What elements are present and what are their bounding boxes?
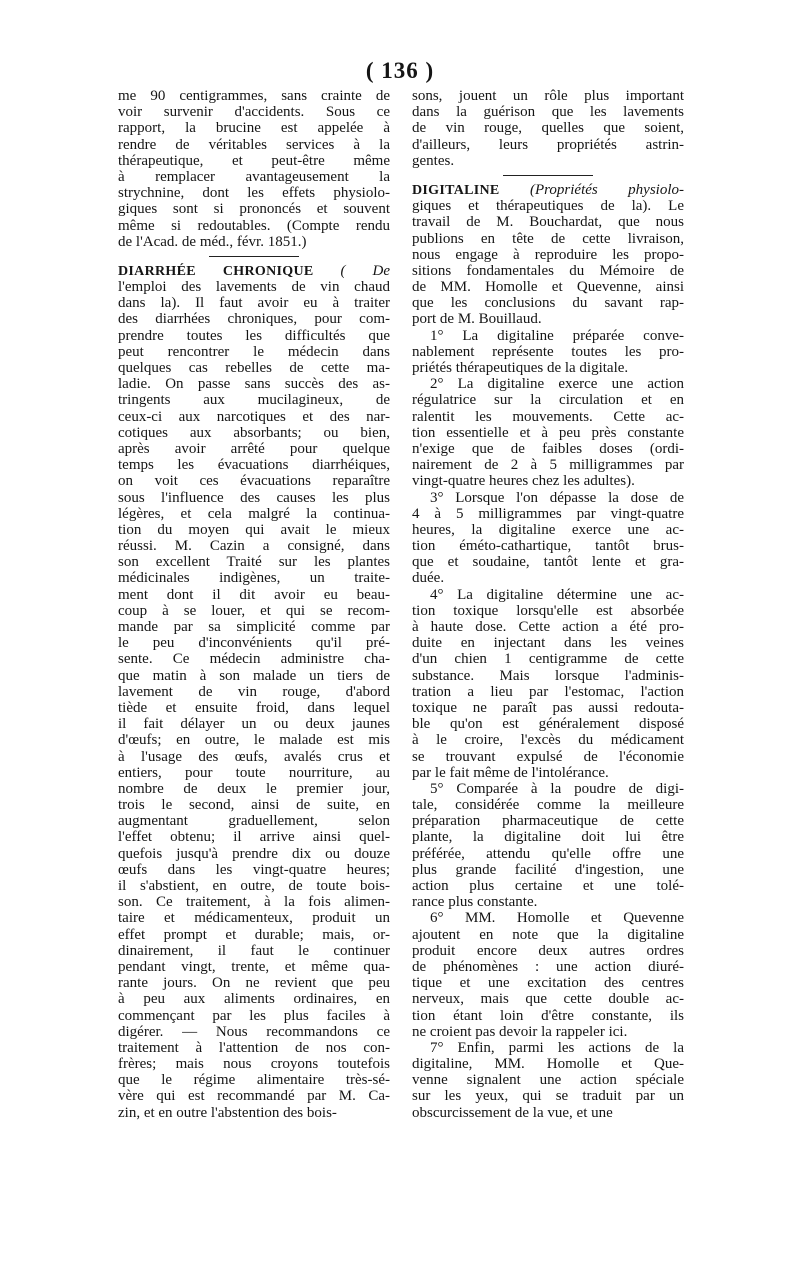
text-line: port de M. Bouillaud. xyxy=(412,311,542,328)
text-line: trois le second, ainsi de suite, en xyxy=(118,797,390,814)
text-line: giques sont si prononcés et souvent xyxy=(118,201,390,218)
text-line: strychnine, dont les effets physiolo- xyxy=(118,185,390,202)
text-line: giques et thérapeutiques de la). Le xyxy=(412,198,684,215)
text-line: l'emploi des lavements de vin chaud xyxy=(118,279,390,296)
text-line: que matin à son malade un tiers de xyxy=(118,667,390,684)
text-line: effet prompt et durable; mais, or- xyxy=(118,926,390,943)
text-line: duée. xyxy=(412,570,445,587)
text-line: nombre de deux le premier jour, xyxy=(118,780,390,797)
text-line: thérapeutique, et peut-être même xyxy=(118,152,390,169)
text-line: son excellent Traité sur les plantes xyxy=(118,554,390,571)
text-line: à le croire, l'excès du médicament xyxy=(412,732,684,749)
text-line: tringents aux mucilagineux, de xyxy=(118,392,390,409)
text-line: tration a lieu par l'estomac, l'action xyxy=(412,683,684,700)
text-line: duite en injectant dans les veines xyxy=(412,635,684,652)
text-line: il fait délayer un ou deux jaunes xyxy=(118,716,390,733)
text-line: ralentit les mouvements. Cette ac- xyxy=(412,408,684,425)
section-divider xyxy=(209,256,299,257)
text-line: l'effet obtenu; il arrive ainsi quel- xyxy=(118,829,390,846)
text-line: dinairement, il faut le continuer xyxy=(118,942,390,959)
diarrhee-paragraph-end xyxy=(412,88,684,169)
text-line: voir survenir d'accidents. Sous ce xyxy=(118,104,390,121)
proposition-6 xyxy=(412,910,684,1040)
text-line: par le fait même de l'intolérance. xyxy=(412,764,609,781)
text-line: il s'abstient, en outre, de toute bois- xyxy=(118,878,390,894)
text-line: de phénomènes : une action diuré- xyxy=(412,958,684,975)
text-line: nablement représente toutes les pro- xyxy=(412,343,684,360)
page-number: ( 136 ) xyxy=(365,58,435,83)
text-line: prendre toutes les difficultés que xyxy=(118,327,390,344)
text-line: ble qu'on est généralement disposé xyxy=(412,716,684,733)
text-line: rance plus constante. xyxy=(412,894,538,911)
text-line: nairement de 2 à 5 milligrammes par xyxy=(412,457,684,474)
text-line: réussi. M. Cazin a consigné, dans xyxy=(118,538,390,555)
text-line: taire et médicamenteux, produit un xyxy=(118,910,390,927)
text-line: frères; mais nous croyons toutefois xyxy=(118,1056,390,1073)
text-line: 1° La digitaline préparée conve- xyxy=(430,327,684,344)
text-line: substance. Mais lorsque l'adminis- xyxy=(412,667,684,684)
text-line: même si redoutables. (Compte rendu xyxy=(118,217,390,234)
text-line: à haute dose. Cette action a été pro- xyxy=(412,619,684,635)
text-line: préférée, attendu qu'elle offre une xyxy=(412,845,684,862)
text-line: quefois jusqu'à prendre dix ou douze xyxy=(118,845,390,862)
text-line: plus grande facilité d'ingestion, une xyxy=(412,861,684,878)
text-line: sur les yeux, qui se traduit par un xyxy=(412,1088,684,1105)
text-line: que et soudaine, tantôt lente et gra- xyxy=(412,554,684,571)
diarrhee-paragraph xyxy=(118,279,390,1121)
text-line: dans la). Il faut avoir eu à traiter xyxy=(118,295,390,312)
text-line: augmentant graduellement, selon xyxy=(118,813,390,830)
text-line: d'ailleurs, leurs propriétés astrin- xyxy=(412,136,684,153)
text-line: à l'usage des œufs, avalés crus et xyxy=(118,748,390,765)
text-line: tion essentielle et à peu près constante xyxy=(412,424,684,441)
text-line: quelques cas rebelles de cette ma- xyxy=(118,360,390,376)
text-line: toxique ne paraît pas aussi redouta- xyxy=(412,699,684,716)
text-line: venne signalent une action spéciale xyxy=(412,1072,684,1089)
brucine-paragraph-end xyxy=(118,88,390,250)
text-line: sitions fondamentales du Mémoire de xyxy=(412,262,684,279)
text-line: 2° La digitaline exerce une action xyxy=(430,376,684,393)
text-line: tion toxique lorsqu'elle est absorbée xyxy=(412,602,684,619)
text-line: n'exige que de faibles doses (ordi- xyxy=(412,440,684,457)
text-line: légères, et cela malgré la continua- xyxy=(118,505,390,522)
text-line: ceux-ci aux narcotiques et des nar- xyxy=(118,408,390,425)
text-line: 6° MM. Homolle et Quevenne xyxy=(430,910,684,927)
text-line: rante jours. On ne revient que peu xyxy=(118,975,390,992)
section-heading-digitaline: DIGITALINE (Propriétés physiolo- xyxy=(412,181,685,198)
text-line: mande par sa simplicité comme par xyxy=(118,619,390,635)
text-line: rapport, la brucine est appelée à xyxy=(118,120,390,137)
text-line: des diarrhées chroniques, pour com- xyxy=(118,311,390,328)
text-line: nerveux, mais que cette double ac- xyxy=(412,991,684,1008)
text-line: gentes. xyxy=(412,152,455,169)
text-line: ment dont il dit avoir eu beau- xyxy=(118,586,390,603)
text-line: commençant par les plus faciles à xyxy=(118,1007,390,1024)
text-line: tique et une excitation des centres xyxy=(412,975,684,992)
text-line: obscurcissement de la vue, et une xyxy=(412,1104,613,1121)
text-line: coup à se louer, et qui se recom- xyxy=(118,602,390,619)
text-line: travail de M. Bouchardat, que nous xyxy=(412,214,684,231)
text-line: à remplacer avantageusement la xyxy=(118,168,390,185)
text-line: se trouvant expulsé de l'économie xyxy=(412,748,684,765)
text-line: ne croient pas devoir la rappeler ici. xyxy=(412,1023,628,1040)
digitaline-intro-paragraph xyxy=(412,198,684,328)
text-line: on voit ces évacuations reparaître xyxy=(118,473,390,490)
text-line: temps les évacuations diarrhéiques, xyxy=(118,457,390,474)
proposition-7 xyxy=(412,1040,684,1121)
text-line: entiers, pour toute nourriture, au xyxy=(118,764,390,781)
section-heading-diarrhee: DIARRHÉE CHRONIQUE ( De xyxy=(118,262,390,279)
proposition-4 xyxy=(412,587,684,781)
text-line: de l'Acad. de méd., févr. 1851.) xyxy=(118,233,307,250)
text-line: digérer. — Nous recommandons ce xyxy=(118,1023,390,1040)
text-line: produit encore deux autres ordres xyxy=(412,942,684,959)
text-line: 4° La digitaline détermine une ac- xyxy=(430,586,684,603)
text-line: après avoir arrêté pour quelque xyxy=(118,440,390,457)
text-line: dans la guérison que les lavements xyxy=(412,104,684,121)
text-line: régulatrice sur la circulation et en xyxy=(412,392,684,409)
proposition-5 xyxy=(412,781,684,911)
text-line: tion éméto-cathartique, tantôt brus- xyxy=(412,538,684,555)
text-line: sons, jouent un rôle plus important xyxy=(412,88,684,104)
text-line: tiède et ensuite froid, dans lequel xyxy=(118,699,390,716)
text-line: d'œufs; en outre, le malade est mis xyxy=(118,732,390,749)
text-line: d'un chien 1 centigramme de cette xyxy=(412,651,684,668)
text-line: à peu aux aliments ordinaires, en xyxy=(118,991,390,1008)
text-line: tion du moyen qui avait le mieux xyxy=(118,521,390,538)
text-line: tale, considérée comme la meilleure xyxy=(412,797,684,814)
text-line: tion étant loin d'être constante, ils xyxy=(412,1007,684,1024)
text-line: cotiques aux absorbants; ou bien, xyxy=(118,424,390,441)
text-line: plante, la digitaline doit lui être xyxy=(412,829,684,846)
text-line: le peu d'inconvénients qu'il pré- xyxy=(118,635,390,652)
text-line: son. Ce traitement, à la fois alimen- xyxy=(118,894,390,911)
text-line: que les conclusions du savant rap- xyxy=(412,295,684,312)
text-line: de vin rouge, quelles que soient, xyxy=(412,120,684,137)
text-line: médicinales indigènes, un traite- xyxy=(118,570,390,587)
text-line: vingt-quatre heures chez les adultes). xyxy=(412,473,635,490)
text-line: pendant vingt, trente, et même qua- xyxy=(118,958,390,975)
text-line: zin, et en outre l'abstention des bois- xyxy=(118,1104,337,1121)
text-line: heures, la digitaline exerce une ac- xyxy=(412,521,684,538)
text-line: vère qui est recommandé par M. Ca- xyxy=(118,1088,390,1105)
text-line: priétés thérapeutiques de la digitale. xyxy=(412,360,629,376)
text-line: traitement à l'attention de nos con- xyxy=(118,1039,390,1056)
text-line: œufs dans les vingt-quatre heures; xyxy=(118,861,390,878)
text-line: 5° Comparée à la poudre de digi- xyxy=(430,780,684,797)
text-line: de MM. Homolle et Quevenne, ainsi xyxy=(412,279,684,296)
text-line: lavement de vin rouge, d'abord xyxy=(118,683,390,700)
text-line: rendre de véritables services à la xyxy=(118,136,390,153)
text-line: sous l'influence des causes les plus xyxy=(118,489,390,506)
text-line: sente. Ce médecin administre cha- xyxy=(118,651,390,668)
text-line: 3° Lorsque l'on dépasse la dose de xyxy=(430,489,684,506)
text-line: action plus certaine et une tolé- xyxy=(412,878,684,894)
left-column xyxy=(118,88,390,1121)
text-line: digitaline, MM. Homolle et Que- xyxy=(412,1056,684,1073)
text-line: ajoutent en note que la digitaline xyxy=(412,926,684,943)
text-line: que le régime alimentaire très-sé- xyxy=(118,1072,390,1089)
text-line: nous engage à reproduire les propo- xyxy=(412,246,684,263)
text-line: ladie. On passe sans succès des as- xyxy=(118,376,390,393)
text-line: 7° Enfin, parmi les actions de la xyxy=(430,1039,684,1056)
text-line: préparation pharmaceutique de cette xyxy=(412,813,684,830)
proposition-1 xyxy=(412,328,684,377)
text-line: publions en tête de cette livraison, xyxy=(412,230,684,247)
section-divider xyxy=(503,175,593,176)
text-line: me 90 centigrammes, sans crainte de xyxy=(118,88,390,104)
text-line: peut rencontrer le médecin dans xyxy=(118,343,390,360)
right-column xyxy=(412,88,684,1121)
proposition-3 xyxy=(412,490,684,587)
text-line: 4 à 5 milligrammes par vingt-quatre xyxy=(412,505,684,522)
proposition-2 xyxy=(412,376,684,489)
